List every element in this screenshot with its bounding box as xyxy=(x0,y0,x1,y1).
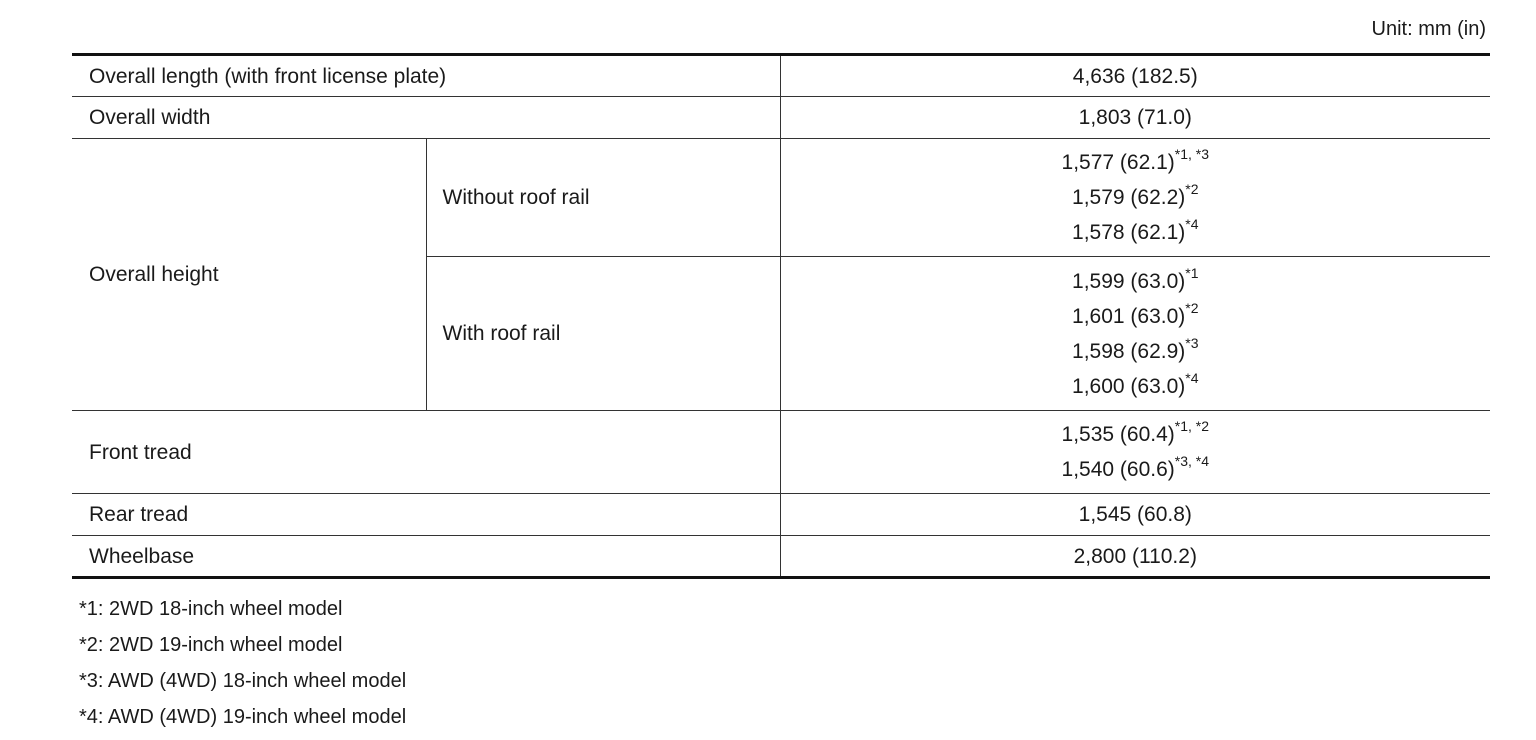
without-roof-rail-values xyxy=(780,139,1490,257)
footnote-ref: *2 xyxy=(1185,299,1199,316)
footnote-ref: *3 xyxy=(1185,334,1199,351)
footnote-ref: *3, *4 xyxy=(1174,453,1210,469)
footnote-ref: *4 xyxy=(1185,216,1199,232)
height-value-line: 1,578 $(62.1)^{*4}$ xyxy=(1072,216,1199,244)
with-roof-rail-values xyxy=(780,257,1490,411)
height-value-line: 1,579 $(62.2)^{*2}$ xyxy=(1072,181,1199,209)
height-value-line: 1,598 $(62.9)^{*3}$ xyxy=(1072,334,1199,363)
height-value-line: 1,600 $(63.0)^{*4}$ xyxy=(1072,369,1199,398)
with-roof-rail-label: With roof rail xyxy=(426,257,780,411)
wheelbase-value: 2,800 (110.2) xyxy=(780,536,1490,578)
front-tread-values xyxy=(780,411,1490,494)
table-row-overall-width xyxy=(72,97,1490,139)
overall-height-label: Overall height xyxy=(72,139,426,411)
footnote-item: *1: 2WD 18-inch wheel model xyxy=(79,598,343,620)
footnote-item: *2: 2WD 19-inch wheel model xyxy=(79,634,343,656)
footnote-item: *4: AWD (4WD) 19-inch wheel model xyxy=(79,706,407,728)
tread-value-line: 1,535 $(60.4)^{*1, *2}$ xyxy=(1061,418,1210,446)
table-row-rear-tread xyxy=(72,494,1490,536)
tread-value-line: 1,540 $(60.6)^{*3, *4}$ xyxy=(1061,453,1210,481)
footnote-ref: *1, *2 xyxy=(1174,418,1210,434)
dimensions-table xyxy=(72,53,1490,579)
overall-width-value: 1,803 (71.0) xyxy=(780,97,1490,139)
footnote-ref: *2 xyxy=(1185,181,1199,197)
footnote-ref: *4 xyxy=(1185,369,1199,386)
footnote-ref: *1, *3 xyxy=(1174,146,1210,162)
footnote-ref: *1 xyxy=(1185,264,1199,281)
table-row-overall-length xyxy=(72,55,1490,97)
table-row-wheelbase xyxy=(72,536,1490,578)
front-tread-label: Front tread xyxy=(72,411,780,494)
rear-tread-value: 1,545 (60.8) xyxy=(780,494,1490,536)
overall-width-label: Overall width xyxy=(72,97,780,139)
table-row-height-without-roof-rail xyxy=(72,139,1490,257)
rear-tread-label: Rear tread xyxy=(72,494,780,536)
unit-label: Unit: mm (in) xyxy=(1371,18,1486,40)
height-value-line: 1,577 $(62.1)^{*1, *3}$ xyxy=(1061,146,1210,174)
height-value-line: 1,601 $(63.0)^{*2}$ xyxy=(1072,299,1199,328)
overall-length-value: 4,636 (182.5) xyxy=(780,55,1490,97)
without-roof-rail-label: Without roof rail xyxy=(426,139,780,257)
table-row-front-tread xyxy=(72,411,1490,494)
overall-length-label: Overall length (with front license plate) xyxy=(72,55,780,97)
footnote-item: *3: AWD (4WD) 18-inch wheel model xyxy=(79,670,407,692)
wheelbase-label: Wheelbase xyxy=(89,544,195,568)
height-value-line: 1,599 $(63.0)^{*1}$ xyxy=(1072,264,1199,293)
footnotes xyxy=(79,591,406,735)
